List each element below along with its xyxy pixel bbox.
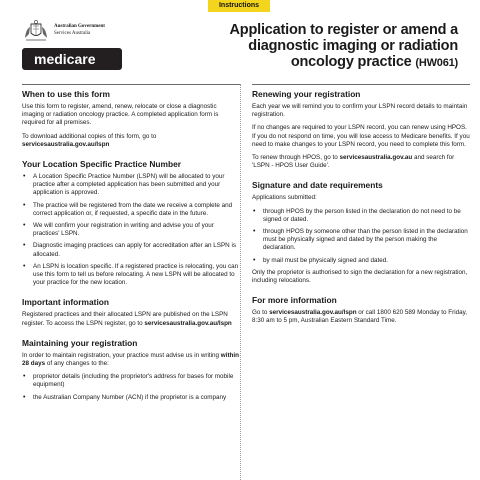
medicare-logo: medicare: [22, 48, 122, 70]
paragraph: Only the proprietor is authorised to sign the declaration for a new registration, including relocations.: [252, 268, 468, 285]
download-link[interactable]: servicesaustralia.gov.au/lspn: [22, 140, 110, 148]
paragraph-text: of any changes to the:: [46, 360, 109, 368]
paragraph-text: Registered practices and their allocated LSPN are published on the LSPN register. To access the LSPN register, go to: [22, 311, 228, 327]
form-title-main: Application to register or amend a diagnostic imaging or radiation oncology practice: [229, 22, 458, 70]
government-wordmark: [54, 23, 105, 37]
paragraph-text: or call 1800 620 589 Monday to Friday, 8:30 am to 5 pm, Australian Eastern Standard Time.: [252, 309, 468, 325]
lspn-link[interactable]: servicesaustralia.gov.au/lspn: [269, 309, 357, 317]
section-renewing: [252, 84, 470, 170]
paragraph: Applications submitted:: [252, 194, 317, 202]
section-heading: When to use this form: [22, 89, 110, 99]
deadline-text: within 28 days: [22, 351, 239, 368]
list-item: • through HPOS by someone other than the person listed in the declaration must be physically signed and dated by the person making the declaration.: [252, 228, 470, 253]
section-heading: For more information: [252, 295, 337, 306]
services-link[interactable]: servicesaustralia.gov.au: [339, 154, 413, 162]
paragraph: [252, 309, 470, 325]
paragraph: [22, 311, 240, 327]
paragraph-text: To download additional copies of this form, go to: [22, 132, 157, 140]
list-item: • We will confirm your registration in writing and advise you of your practices' LSPN.: [22, 222, 240, 238]
section-when-to-use: [22, 84, 240, 149]
section-heading: Maintaining your registration: [22, 337, 138, 348]
lspn-list: [22, 173, 240, 287]
section-heading: Important information: [22, 297, 110, 308]
list-item: • An LSPN is location specific. If a registered practice is relocating, you can use this form to tell us before relocating. A new LSPN will be allocated to your practice for the new location.: [22, 263, 240, 288]
paragraph: [22, 352, 240, 368]
list-item: • The practice will be registered from the date we receive a complete and correct application or, if requested, a specific date in the future.: [22, 202, 240, 218]
section-important: [22, 297, 240, 327]
section-lspn: [22, 159, 240, 287]
list-item: • by mail must be physically signed and dated.: [252, 257, 470, 265]
section-heading: Your Location Specific Practice Number: [22, 159, 182, 170]
paragraph: Use this form to register, amend, renew, relocate or close a diagnostic imaging or radiation oncology practice. A completed application form is required for all premises.: [22, 103, 219, 127]
section-more-info: [252, 295, 470, 325]
list-item: • through HPOS by the person listed in the declaration do not need to be signed or dated.: [252, 208, 470, 224]
paragraph-text: In order to maintain registration, your practice must advise us in writing: [22, 351, 220, 359]
left-column: [22, 84, 240, 412]
paragraph-text: and search for 'LSPN - HPOS User Guide'.: [252, 154, 455, 170]
list-item: • A Location Specific Practice Number (LSPN) will be allocated to your practice after a completed application has been submitted and your application is approved.: [22, 173, 240, 198]
instructions-tab: Instructions: [208, 0, 270, 12]
list-item: • Diagnostic imaging practices can apply for accreditation after an LSPN is allocated.: [22, 242, 240, 258]
changes-list: [22, 373, 240, 402]
paragraph: If no changes are required to your LSPN record, you can renew using HPOS. If you do not respond on time, you will lose access to Medicare benefits. If you need to make changes to your LSPN record, you need to complete this form.: [252, 124, 470, 148]
section-heading: Signature and date requirements: [252, 180, 383, 191]
lspn-register-link[interactable]: servicesaustralia.gov.au/lspn: [144, 319, 232, 327]
gov-line-2: Services Australia: [54, 31, 91, 36]
form-code: (HW061): [415, 57, 458, 69]
paragraph-text: Go to: [252, 309, 268, 317]
paragraph: Each year we will remind you to confirm your LSPN record details to maintain registration.: [252, 103, 468, 119]
paragraph: [252, 154, 470, 170]
column-divider: [240, 84, 241, 480]
section-maintaining: [22, 338, 240, 402]
paragraph-text: To renew through HPOS, go to: [252, 154, 338, 162]
section-signature: [252, 180, 470, 285]
section-heading: Renewing your registration: [252, 89, 361, 99]
list-item: • proprietor details (including the proprietor's address for bases for mobile equipment): [22, 373, 240, 389]
form-title: [208, 22, 458, 71]
paragraph: [22, 133, 240, 149]
gov-line-1: Australian Government: [54, 24, 105, 29]
right-column: [252, 84, 470, 336]
coat-of-arms-icon: [22, 20, 50, 42]
list-item: • the Australian Company Number (ACN) if the proprietor is a company: [22, 394, 240, 402]
signature-list: [252, 208, 470, 265]
